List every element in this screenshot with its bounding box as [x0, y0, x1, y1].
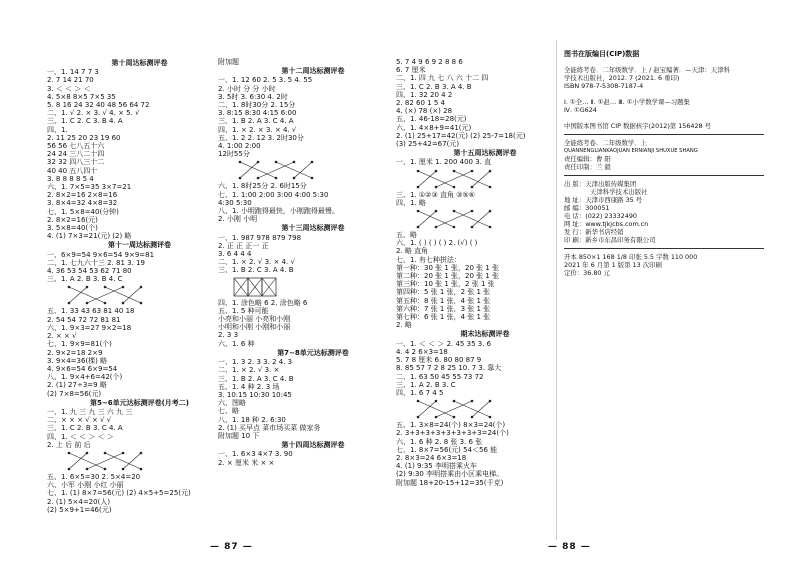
answer-line: 八、1. 9×4+6=42(个) — [47, 373, 123, 382]
answer-line: 六、小军 小刚 小红 小丽 — [47, 481, 124, 490]
answer-line: 2. × 厘米 米 × × — [218, 458, 275, 467]
cip-line: 中国版本图书馆 CIP 数据核字(2012)第 156428 号 — [564, 122, 712, 130]
section-title: 第7~8单元达标测评卷 — [277, 348, 349, 357]
answer-line: 第六种：7 张 1 张，3 张 1 张 — [396, 304, 491, 313]
answer-line: 第三种：10 张 1 张，2 张 1 张 — [396, 280, 495, 289]
answer-line: 一、1. ＜ ＜ ＞ 2. 45 35 3. 6 — [396, 339, 492, 348]
answer-line: 一、1. 厘米 1. 200 400 3. 直 — [396, 158, 492, 167]
answer-line: 七、1. 1:00 2:00 3:00 4:00 5:30 — [218, 190, 329, 199]
answer-line: 4. (×) 78 (×) 28 — [396, 107, 453, 116]
answer-line: 五、1. 46-18=28(元) — [396, 115, 467, 124]
matching-figure — [408, 208, 528, 230]
publisher-label: 出 版： — [564, 180, 586, 188]
answer-line: 六、1. 4×8+9=41(元) — [396, 123, 472, 132]
page-divider — [556, 40, 557, 540]
answer-line: 一、1. 九 三 九 三 六 九 三 — [47, 407, 133, 416]
answer-line: 三、1. B 2. A 3. C 4. B — [218, 374, 294, 383]
cip-copyright-column — [564, 50, 764, 277]
edition: 2021 年 6 月第 1 版第 13 次印刷 — [564, 261, 662, 269]
answer-line: 附加题 — [218, 58, 239, 66]
answer-line: 3. 5×8=40(个) — [47, 224, 98, 233]
answer-line: 4. 1:00 2:00 — [218, 142, 261, 151]
answer-line: 五、1. 6×5=30 2. 5×4=20 — [47, 472, 141, 481]
answer-line: 2. 11 25 20 23 19 60 — [47, 133, 121, 142]
answer-line: 六、图略 — [218, 399, 246, 408]
section-title: 第十四周达标测评卷 — [281, 441, 345, 450]
answer-line: 40 40 五八四十 — [47, 166, 98, 175]
answer-line: 5. 7 8 厘米 6. 80 80 87 9 — [396, 356, 482, 365]
answer-line: 四、1. 略 — [396, 198, 426, 207]
answer-line: 六、1. 9×3=27 9×2=18 — [47, 323, 132, 332]
answer-line: 三、1. B 2. C 3. A 4. B — [218, 266, 294, 275]
answer-line: 第二种：20 张 1 张，20 张 1 张 — [396, 272, 500, 281]
answer-line: 2. 8×2=16(元) — [47, 215, 98, 224]
answer-line: 二、× × × √ × √ √ — [47, 416, 112, 425]
answer-line: 七、1. 5×8=40(分钟) — [47, 207, 119, 216]
answer-line: 五、1. 4 种 2. 3 场 — [218, 382, 280, 391]
answer-line: 第四种：5 张 1 张，2 张 1 张 — [396, 288, 491, 297]
section-title: 期末达标测评卷 — [460, 330, 510, 339]
answer-line: 八、1. 小明跑得最快，小刚跑得最慢。 — [218, 207, 339, 216]
matching-figure — [408, 168, 528, 190]
answer-line: 6. 7 厘米 — [396, 66, 426, 75]
cip-title: 图书在版编目(CIP)数据 — [564, 50, 640, 58]
answer-line: 六、1. 6 种 — [218, 339, 255, 348]
answer-line: 2. 3 3 — [218, 331, 239, 340]
answer-line: 2. (1) 25+17=42(元) (2) 25-7=18(元) — [396, 131, 526, 140]
answer-line: 一、1. 987 978 879 798 — [218, 233, 302, 242]
section-title: 第十一周达标测评卷 — [108, 241, 171, 250]
answer-column-2 — [218, 58, 388, 467]
answer-line: 二、1. 四 九 七 八 六 十二 四 — [396, 74, 489, 83]
answer-line: 四、1. ＜ ＜ ＞ ＜ ＞ — [47, 432, 114, 441]
address: 地 址：天津市西康路 35 号 — [564, 196, 643, 204]
answer-line: 2. 上 后 前 后 — [47, 440, 91, 449]
answer-line: 第一种：30 张 1 张，20 张 1 张 — [396, 263, 500, 272]
answer-line: 五、1. 5 种可能 — [218, 306, 269, 315]
phone: 电 话：(022) 23332490 — [564, 212, 637, 220]
answer-line: 小明和小刚 小刚和小丽 — [218, 323, 291, 332]
publisher-2: 天津科学技术出版社 — [590, 188, 648, 196]
answer-line: 五、1. 33 43 63 81 40 18 — [47, 307, 135, 316]
answer-line: 4. 5×8 8×5 7×5 35 — [47, 92, 116, 101]
answer-line: 二、1. √ 2. × 3. √ 4. × 5. √ — [47, 109, 140, 118]
publisher-1: 天津出版传媒集团 — [585, 180, 637, 188]
book-title: 全能练考卷．二年级数学．上 — [564, 139, 648, 147]
answer-line: 3. 10:15 10:30 10:45 — [218, 390, 292, 399]
answer-line: 4. (1) 9:35 李明搭乘火车 — [396, 462, 477, 471]
answer-line: 12时55分 — [218, 150, 250, 159]
answer-line: 第五种：8 张 1 张，4 张 1 张 — [396, 296, 491, 305]
answer-line: 一、1. 14 7 7 3 — [47, 68, 99, 77]
answer-line: 四、1. 32 20 4 2 — [396, 90, 453, 99]
answer-line: 一、6×9=54 9×6=54 9×9=81 — [47, 250, 155, 259]
answer-line: 3. 8×4=32 4×8=32 — [47, 199, 118, 208]
grid-figure — [230, 276, 350, 298]
answer-line: 八、1. 18 种 2. 6:30 — [218, 415, 286, 424]
answer-line: 56 56 七八五十六 — [47, 142, 105, 151]
answer-line: 附加题 10 下 — [218, 431, 260, 440]
answer-line: 8. 85 57 7 2 8 25 10. 7 3. 靠大 — [396, 364, 502, 373]
answer-line: 2. 7 14 21 70 — [47, 76, 94, 85]
answer-line: 三、1. C 2. B 3. C 4. A — [47, 424, 123, 433]
answer-line: 七、1. 8×7=56(元) 54＜56 能 — [396, 445, 498, 454]
answer-line: 四、1. × 2. × 3. × 4. √ — [218, 125, 297, 134]
answer-line: 七、1. 有七种拼法： — [396, 255, 461, 264]
answer-line: 二、1. 七九六十三 2. 81 3. 19 — [47, 258, 145, 267]
postcode: 邮 编：300051 — [564, 204, 610, 212]
section-title: 第十五周达标测评卷 — [453, 149, 517, 158]
answer-line: 第七种：6 张 1 张，4 张 1 张 — [396, 313, 491, 322]
answer-line: (2) 7×8=56(元) — [47, 389, 102, 398]
answer-line: 七、1. 9×9=81(个) — [47, 340, 112, 349]
answer-line: 4. 36 53 54 53 62 71 80 — [47, 267, 132, 276]
answer-line: 3. 5时 3. 6:30 4. 2时 — [218, 92, 288, 101]
answer-line: 三、1. B 2. A 3. C 4. A — [218, 117, 294, 126]
cip-line: 学技术出版社，2012. 7 (2021. 6 重印) — [564, 74, 680, 82]
answer-line: 三、1. ①②③ 直角 ③⑤⑥ — [396, 190, 476, 199]
answer-line: 2. 小时 分 分 小时 — [218, 84, 276, 93]
answer-line: 2. 8×2=16 2×8=16 — [47, 191, 118, 200]
answer-line: 2. (1) 27÷3=9 略 — [47, 381, 107, 390]
answer-line: 3. 8:15 8:30 4:15 6:00 — [218, 109, 297, 118]
answer-line: 六、1. 8时25分 2. 6时15分 — [218, 182, 307, 191]
section-title: 第十三周达标测评卷 — [281, 224, 345, 233]
answer-line: 六、1. 6 种 2. 8 张 3. 6 张 — [396, 437, 483, 446]
divider — [564, 248, 764, 249]
matching-figure — [230, 159, 350, 181]
answer-line: 5. 8 16 24 32 40 48 56 64 72 — [47, 101, 150, 110]
answer-line: 24 24 三八二十四 — [47, 150, 105, 159]
answer-line: 3. 8 8 8 8 5 4 — [47, 174, 94, 183]
answer-line: 2. 9×2=18 2×9 — [47, 348, 103, 357]
cip-line: Ⅳ. ①G624 — [564, 106, 597, 114]
section-title: 第十二周达标测评卷 — [281, 67, 345, 76]
answer-line: 一、1. 12 60 2. 5 3. 5 4. 55 — [218, 76, 313, 85]
format: 开本 850×1 168 1/8 印张 5.5 字数 110 000 — [564, 253, 698, 261]
distributor: 发 行：新华书店经销 — [564, 228, 624, 236]
printer: 印 刷：新乡市东昌印务有限公司 — [564, 236, 656, 244]
answer-line: 2. 略 直角 — [396, 247, 429, 256]
answer-line: 七、略 — [218, 407, 239, 416]
answer-line: 一、1. 6×3 4×7 3. 90 — [218, 450, 293, 459]
page-number-left: — 87 — — [210, 542, 253, 552]
answer-line: 2. 正 正 正一 正 — [218, 241, 269, 250]
answer-line: (2) 5×9+1=46(元) — [47, 505, 112, 514]
answer-column-1 — [47, 58, 212, 514]
cip-line: 全能练考卷．二年级数学．上 / 赵宝编著．—天津：天津科 — [564, 66, 730, 74]
answer-line: 2. 82 60 1 5 4 — [396, 99, 445, 108]
answer-line: 2. 小刚 小明 — [218, 215, 258, 224]
website: 网 址：www.tjkjcbs.com.cn — [564, 220, 649, 228]
answer-line: (3) 25+42=67(元) — [396, 140, 460, 149]
answer-line: 一、1. 3 2. 3 3. 2 4. 3 — [218, 358, 293, 367]
answer-line: 五、1. 2 2. 12 3. 2时30分 — [218, 133, 304, 142]
answer-line: 附加题 18+20-15+12=35(千克) — [396, 478, 504, 487]
answer-line: 4. 9×6=54 6×9=54 — [47, 364, 118, 373]
answer-line: 二、1. × 2. √ 3. × — [218, 366, 280, 375]
matching-figure — [59, 450, 179, 472]
answer-line: 五、1. 3×8=24(个) 8×3=24(个) — [396, 421, 506, 430]
answer-line: 小亮和小丽 小亮和小刚 — [218, 315, 291, 324]
page-number-right: — 88 — — [548, 542, 591, 552]
answer-line: 2. 8×3=24 6×3=18 — [396, 453, 467, 462]
book-pinyin: QUANNENGLIANKAOJUAN ERNIANJI SHUXUE SHANG — [564, 148, 698, 154]
answer-line: 三、1. C 2. C 3. B 4. A — [47, 117, 123, 126]
answer-line: 32 32 四八三十二 — [47, 158, 105, 167]
cip-line: Ⅰ. ①全… Ⅱ. ①赵… Ⅲ. ①小学数学课—习题集 — [564, 98, 690, 106]
answer-line: 2. 3+3+3+3+3+3+3+3=24(个) — [396, 429, 509, 438]
answer-line: 4. 4 2 6×3=18 — [396, 347, 448, 356]
answer-line: 二、1. 63 50 45 55 73 72 — [396, 372, 484, 381]
answer-line: 3. ＜ ＜ ＞ ＜ — [47, 84, 91, 93]
answer-line: 四、1. 涂色略 6 2. 涂色略 6 — [218, 298, 308, 307]
matching-figure — [59, 284, 179, 306]
section-title: 第十周达标测评卷 — [111, 59, 168, 67]
answer-line: 2. 略 — [396, 321, 412, 330]
answer-line: 2. × × √ — [47, 332, 77, 341]
answer-line: 三、1. A 2. B 3. C — [396, 380, 456, 389]
answer-line: 二、1. 8时30分 2. 15分 — [218, 101, 296, 110]
answer-line: 三、1. A 2. B 3. B 4. C — [47, 275, 123, 284]
divider — [564, 175, 764, 176]
answer-line: 六、1. ( ) ( ) ( ) 2. (√) ( ) — [396, 239, 478, 248]
answer-line: 2. 54 54 72 72 81 81 — [47, 315, 121, 324]
cip-lines — [564, 66, 764, 130]
cip-line: ISBN 978-7-5308-7187-4 — [564, 82, 644, 90]
cip-line — [564, 114, 764, 122]
answer-column-3 — [396, 58, 554, 487]
answer-line: 四、1. 6 7 4 5 — [396, 388, 444, 397]
cip-line — [564, 90, 764, 98]
answer-line: 四、1. — [47, 125, 68, 134]
answer-line: 七、1. (1) 8×7=56(元) (2) 4×5+5=25(元) — [47, 489, 191, 498]
answer-line: 3. 9×4=36(棵) 略 — [47, 356, 108, 365]
answer-line: 二、1. × 2. √ 3. × 4. √ — [218, 258, 295, 267]
matching-figure — [408, 398, 528, 420]
answer-line: 六、1. 7×5=35 3×7=21 — [47, 183, 132, 192]
answer-line: 5. 7 4 9 6 9 2 8 8 6 — [396, 58, 463, 66]
answer-line: 3. 6 4 4 4 — [218, 250, 252, 259]
answer-line: 三、1. C 2. B 3. A 4. B — [396, 82, 472, 91]
section-title: 第5~6单元达标测评卷(月考二) — [89, 398, 189, 407]
answer-line: 2. (1) 买早点 菜市场买菜 做家务 — [218, 423, 321, 432]
answer-line: 4:30 5:30 — [218, 198, 252, 207]
answer-line: 五、略 — [396, 231, 417, 240]
answer-line: 4. (1) 7×3=21(元) (2) 略 — [47, 232, 132, 241]
answer-line: 2. (1) 5×4=20(人) — [47, 497, 111, 506]
editor: 责任编辑：曹 阳 — [564, 155, 611, 163]
price: 定价：36.80 元 — [564, 269, 610, 277]
divider — [564, 134, 764, 135]
answer-line: (2) 9:30 李明搭乘由小区乘电梯。 — [396, 470, 504, 479]
publisher — [564, 180, 764, 188]
production: 责任印制：兰 毅 — [564, 163, 611, 171]
